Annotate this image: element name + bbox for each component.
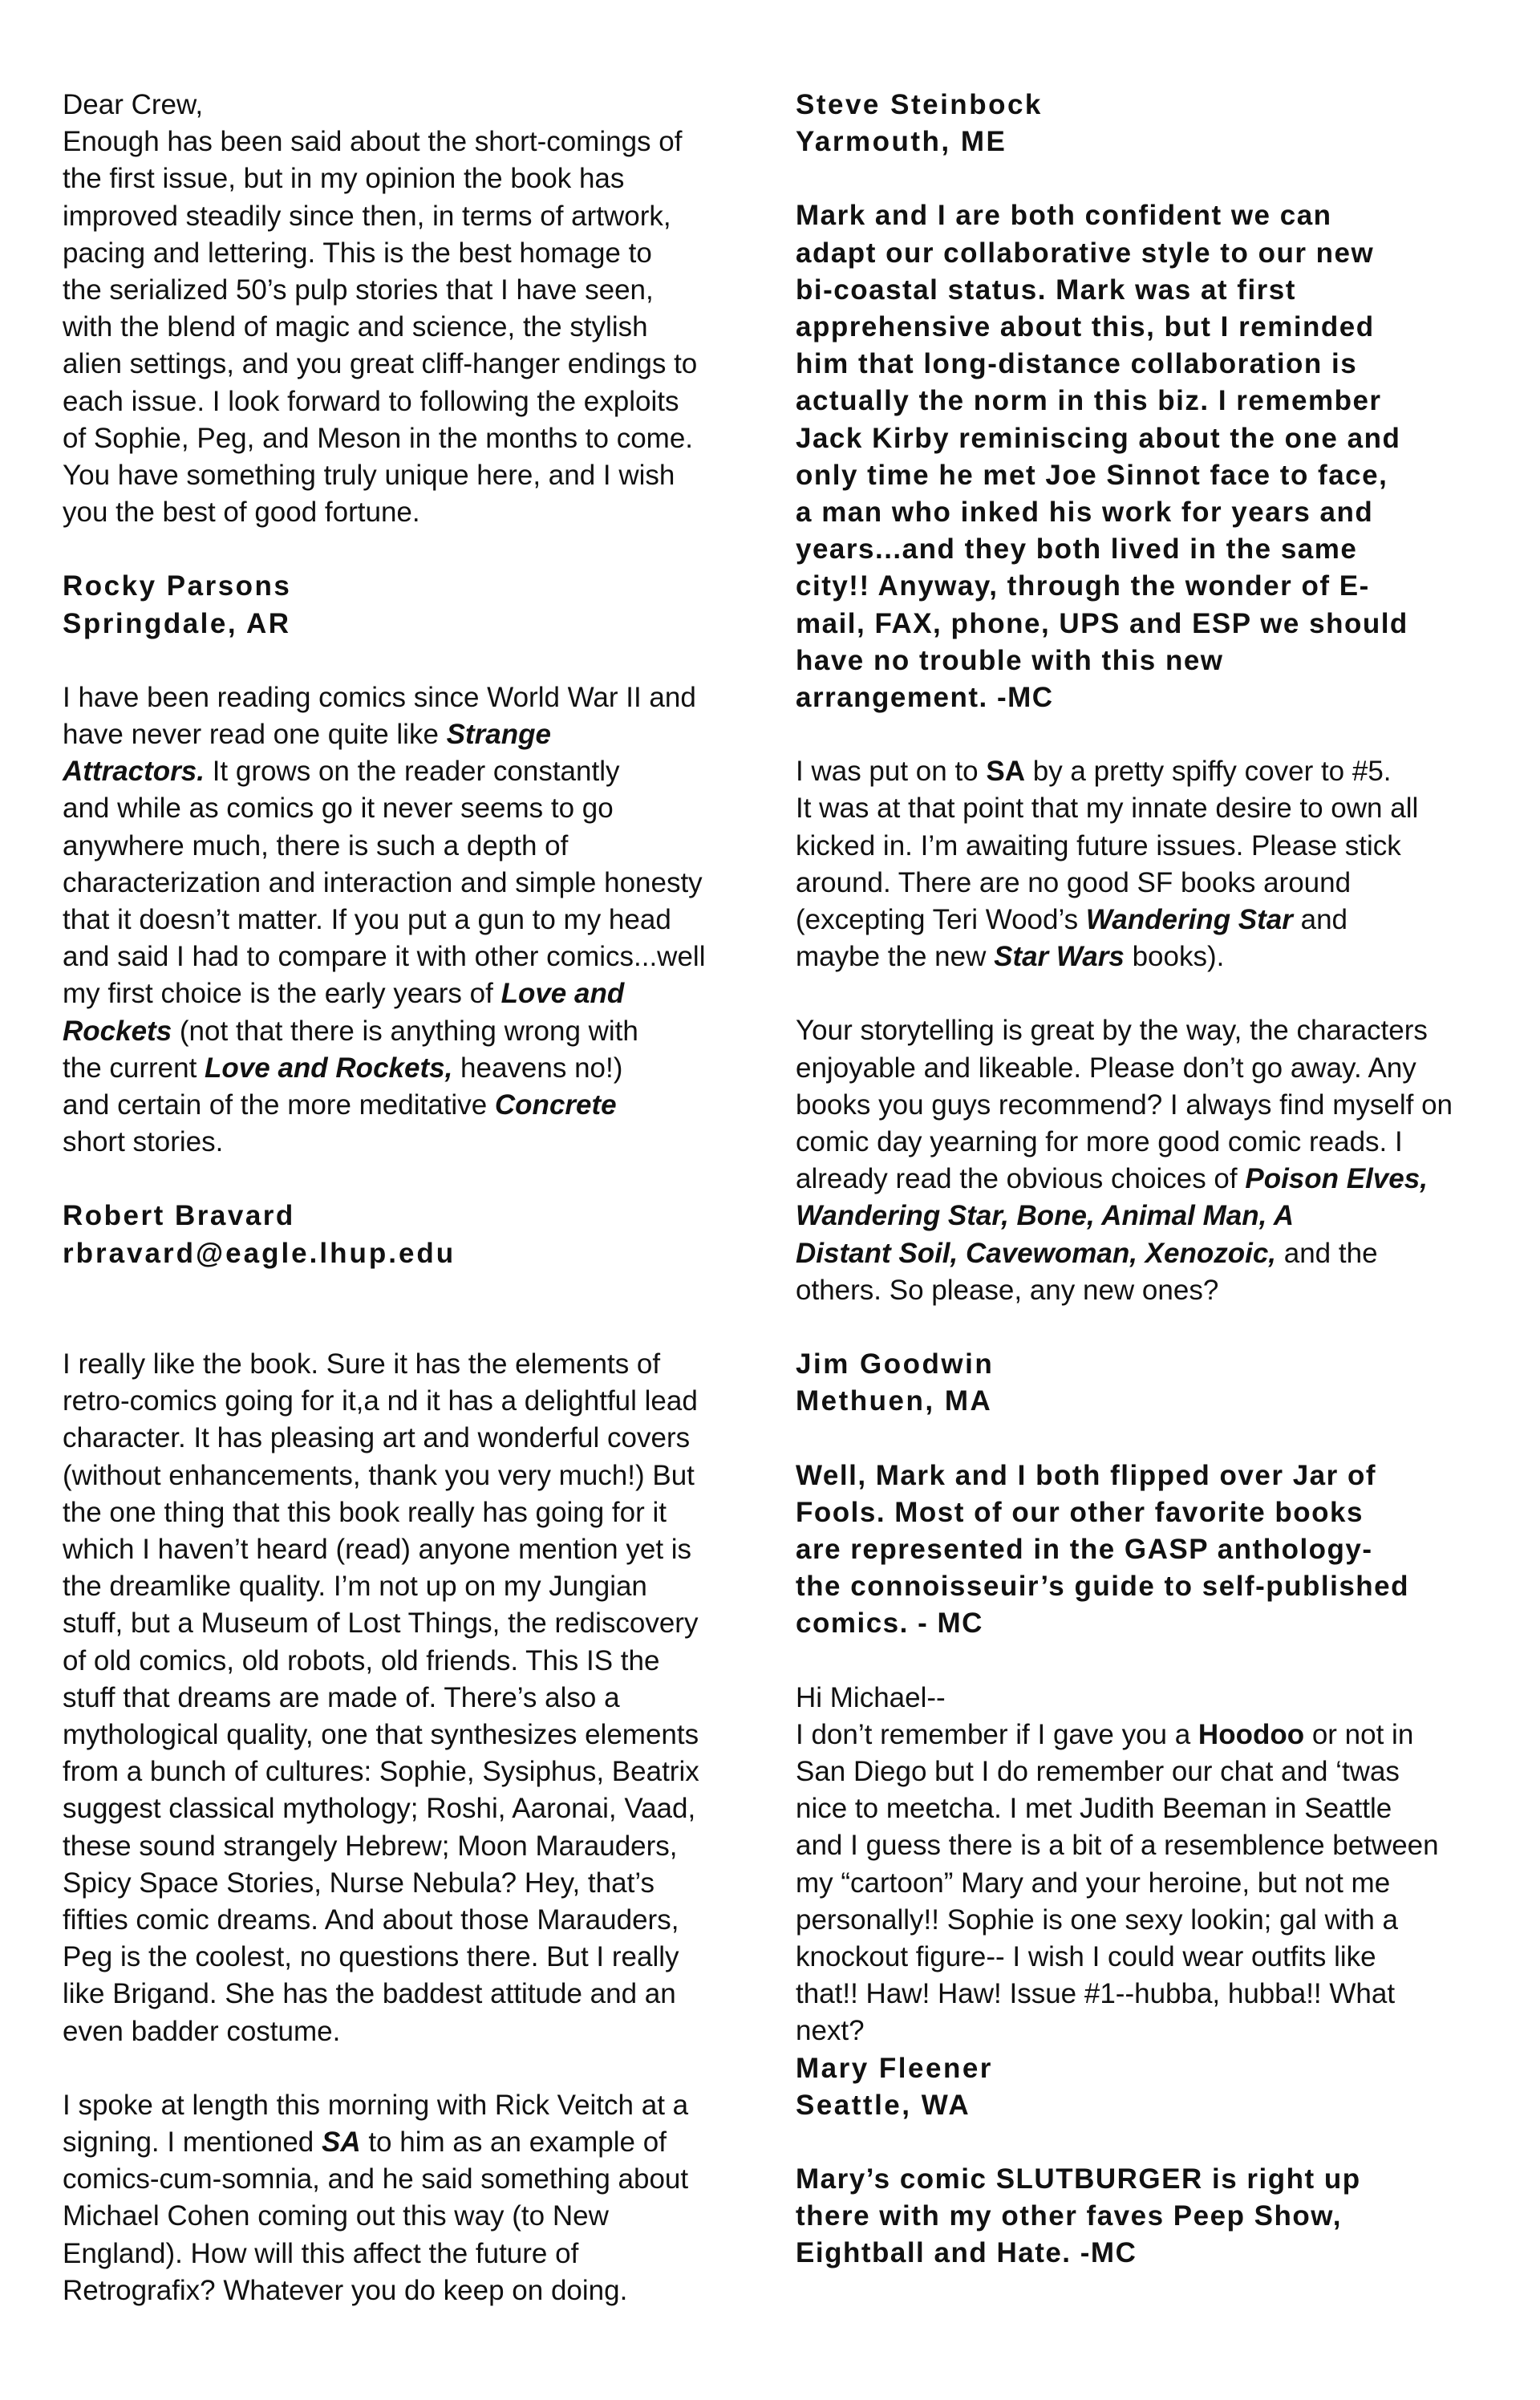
body-line: Peg is the coolest, no questions there. But I really xyxy=(63,1941,679,1973)
reply-line: city!! Anyway, through the wonder of E- xyxy=(796,570,1370,602)
body-line: stuff, but a Museum of Lost Things, the rediscovery xyxy=(63,1607,699,1640)
comic-title: Strange xyxy=(446,719,551,751)
comic-title: Love and xyxy=(500,978,625,1010)
body-line: Your storytelling is great by the way, the characters xyxy=(796,1015,1428,1047)
reply-line: him that long-distance collaboration is xyxy=(796,348,1358,380)
body-line: I have been reading comics since World War II and xyxy=(63,681,696,713)
body-line: I was put on to SA by a pretty spiffy cover to #5. xyxy=(796,756,1392,788)
body-line: pacing and lettering. This is the best homage to xyxy=(63,237,652,269)
reply-line: years...and they both lived in the same xyxy=(796,533,1358,566)
body-line: knockout figure-- I wish I could wear outfits like xyxy=(796,1940,1376,1972)
reply-line: a man who inked his work for years and xyxy=(796,497,1374,529)
body-line: enjoyable and likeable. Please don’t go away. Any xyxy=(796,1052,1416,1084)
body-line: fifties comic dreams. And about those Marauders, xyxy=(63,1903,679,1936)
comic-title: Wandering Star, Bone, Animal Man, A xyxy=(796,1200,1295,1232)
body-line: and I guess there is a bit of a resemblence between xyxy=(796,1830,1439,1862)
body-line: already read the obvious choices of Poison Elves, xyxy=(796,1163,1428,1195)
signature-name: Steve Steinbock xyxy=(796,89,1043,120)
body-line: others. So please, any new ones? xyxy=(796,1274,1219,1306)
comic-title: Love and Rockets, xyxy=(205,1052,453,1084)
comic-title: Rockets xyxy=(63,1015,172,1047)
body-line: like Brigand. She has the baddest attitude and an xyxy=(63,1978,676,2010)
reply-line: bi-coastal status. Mark was at first xyxy=(796,274,1296,306)
body-line: the serialized 50’s pulp stories that I have seen, xyxy=(63,274,654,306)
letter-dreamlike-quality xyxy=(63,1346,768,2309)
letter-robert-bravard xyxy=(63,679,768,1272)
comic-title: Concrete xyxy=(494,1089,617,1121)
body-line: and certain of the more meditative Concrete xyxy=(63,1089,617,1121)
left-column xyxy=(63,87,768,2309)
body-line: It was at that point that my innate desire to own all xyxy=(796,793,1419,825)
signature-name: Robert Bravard xyxy=(63,1200,295,1232)
reply-line: apprehensive about this, but I reminded xyxy=(796,311,1375,343)
reply-line: Eightball and Hate. -MC xyxy=(796,2237,1137,2269)
letter-mary-fleener xyxy=(796,1680,1518,2124)
right-column xyxy=(796,87,1518,2272)
body-line: retro-comics going for it,a nd it has a delightful lead xyxy=(63,1385,698,1417)
body-line: and while as comics go it never seems to go xyxy=(63,793,614,825)
comic-title: Poison Elves, xyxy=(1245,1163,1428,1195)
body-line: books you guys recommend? I always find myself on xyxy=(796,1089,1453,1121)
body-line: the one thing that this book really has going for it xyxy=(63,1496,667,1528)
reply-line: Well, Mark and I both flipped over Jar of xyxy=(796,1459,1377,1491)
signature-name: Jim Goodwin xyxy=(796,1348,995,1380)
body-line: (excepting Teri Wood’s Wandering Star and xyxy=(796,904,1348,936)
body-line: you the best of good fortune. xyxy=(63,497,420,529)
reply-line: adapt our collaborative style to our new xyxy=(796,237,1375,269)
body-line: comics-cum-somnia, and he said something about xyxy=(63,2163,689,2195)
letter-jim-goodwin xyxy=(796,753,1518,1420)
reply-line: only time he met Joe Sinnot face to face, xyxy=(796,459,1388,491)
reply-line: Mark and I are both confident we can xyxy=(796,200,1332,232)
body-line: (without enhancements, thank you very much!) But xyxy=(63,1459,695,1491)
body-line: the dreamlike quality. I’m not up on my Jungian xyxy=(63,1571,647,1603)
body-line: nice to meetcha. I met Judith Beeman in Seattle xyxy=(796,1793,1392,1825)
body-line: alien settings, and you great cliff-hanger endings to xyxy=(63,348,698,380)
reply-line: have no trouble with this new xyxy=(796,644,1224,676)
body-line: San Diego but I do remember our chat and ‘twas xyxy=(796,1755,1400,1787)
body-line: I really like the book. Sure it has the elements of xyxy=(63,1348,661,1380)
signature-location: Springdale, AR xyxy=(63,607,291,639)
body-line: each issue. I look forward to following the exploits xyxy=(63,385,679,417)
body-line: England). How will this affect the future of xyxy=(63,2237,579,2269)
reply-line: mail, FAX, phone, UPS and ESP we should xyxy=(796,607,1408,639)
body-line: Michael Cohen coming out this way (to New xyxy=(63,2200,609,2232)
body-line: improved steadily since then, in terms of artwork, xyxy=(63,200,671,232)
body-line: from a bunch of cultures: Sophie, Sysiphus, Beatrix xyxy=(63,1756,699,1788)
body-line: that!! Haw! Haw! Issue #1--hubba, hubba!! What xyxy=(796,1978,1396,2010)
body-line: with the blend of magic and science, the stylish xyxy=(63,311,648,343)
body-line: Rockets (not that there is anything wrong with xyxy=(63,1015,638,1047)
editor-reply-jar-of-fools xyxy=(796,1457,1518,1643)
body-line: characterization and interaction and simple honesty xyxy=(63,866,703,898)
comic-title: Attractors. xyxy=(63,756,205,788)
body-line: comic day yearning for more good comic reads. I xyxy=(796,1126,1403,1158)
body-line: these sound strangely Hebrew; Moon Marauders, xyxy=(63,1830,678,1862)
body-line: signing. I mentioned SA to him as an example of xyxy=(63,2126,667,2158)
body-line: of old comics, old robots, old friends. This IS the xyxy=(63,1644,660,1676)
reply-line: comics. - MC xyxy=(796,1607,983,1640)
body-line: short stories. xyxy=(63,1126,224,1158)
body-line: and said I had to compare it with other comics...well xyxy=(63,941,706,973)
comic-title: Wandering Star xyxy=(1085,904,1293,936)
body-line: maybe the new Star Wars books). xyxy=(796,941,1225,973)
reply-line: Mary’s comic SLUTBURGER is right up xyxy=(796,2163,1361,2195)
body-line: my “cartoon” Mary and your heroine, but not me xyxy=(796,1867,1391,1899)
body-line: next? xyxy=(796,2015,865,2047)
reply-line: are represented in the GASP anthology- xyxy=(796,1533,1373,1565)
letter-rocky-parsons xyxy=(63,87,768,643)
body-line: kicked in. I’m awaiting future issues. Please stick xyxy=(796,829,1401,861)
signature-name: Rocky Parsons xyxy=(63,570,292,602)
body-line: the current Love and Rockets, heavens no!) xyxy=(63,1052,623,1084)
body-line: suggest classical mythology; Roshi, Aaronai, Vaad, xyxy=(63,1793,696,1825)
body-line: have never read one quite like Strange xyxy=(63,719,551,751)
signature-email: rbravard@eagle.lhup.edu xyxy=(63,1237,456,1269)
comic-title: SA xyxy=(321,2126,361,2158)
signature-location: Yarmouth, ME xyxy=(796,126,1007,158)
comic-title: Distant Soil, Cavewoman, Xenozoic, xyxy=(796,1237,1277,1269)
body-line: even badder costume. xyxy=(63,2015,341,2047)
body-line: Retrografix? Whatever you do keep on doing. xyxy=(63,2274,628,2306)
editor-reply-slutburger xyxy=(796,2161,1518,2272)
body-line: I spoke at length this morning with Rick Veitch at a xyxy=(63,2089,689,2121)
comic-abbrev: SA xyxy=(986,756,1025,788)
reply-line: Fools. Most of our other favorite books xyxy=(796,1496,1364,1528)
body-line: anywhere much, there is such a depth of xyxy=(63,829,569,861)
editor-reply-bicoastal xyxy=(796,197,1518,716)
body-line: Attractors. It grows on the reader constantly xyxy=(63,756,620,788)
signature-location: Methuen, MA xyxy=(796,1385,993,1417)
body-line: stuff that dreams are made of. There’s also a xyxy=(63,1681,620,1713)
body-line: Spicy Space Stories, Nurse Nebula? Hey, that’s xyxy=(63,1867,654,1899)
signature-location: Seattle, WA xyxy=(796,2089,971,2121)
salutation: Hi Michael-- xyxy=(796,1681,946,1713)
body-line xyxy=(796,1198,1518,1234)
body-line: mythological quality, one that synthesizes elements xyxy=(63,1718,699,1750)
body-line: which I haven’t heard (read) anyone mention yet is xyxy=(63,1533,692,1565)
body-line: You have something truly unique here, and I wish xyxy=(63,460,675,492)
salutation: Dear Crew, xyxy=(63,89,204,120)
signature-steve-steinbock xyxy=(796,87,1518,160)
body-line: Distant Soil, Cavewoman, Xenozoic, and the xyxy=(796,1237,1378,1269)
comic-title: Hoodoo xyxy=(1198,1718,1305,1750)
comic-title: Star Wars xyxy=(994,941,1125,973)
body-line: of Sophie, Peg, and Meson in the months to come. xyxy=(63,422,694,454)
body-line: around. There are no good SF books around xyxy=(796,866,1352,898)
body-line: the first issue, but in my opinion the book has xyxy=(63,163,625,195)
body-line: that it doesn’t matter. If you put a gun to my head xyxy=(63,904,671,936)
reply-line: actually the norm in this biz. I remember xyxy=(796,385,1382,417)
reply-line: the connoisseuir’s guide to self-published xyxy=(796,1571,1410,1603)
body-line: character. It has pleasing art and wonderful covers xyxy=(63,1422,691,1454)
reply-line: arrangement. -MC xyxy=(796,682,1054,714)
body-line: I don’t remember if I gave you a Hoodoo or not in xyxy=(796,1718,1414,1750)
body-line: Enough has been said about the short-comings of xyxy=(63,126,683,158)
body-line: personally!! Sophie is one sexy lookin; gal with a xyxy=(796,1903,1398,1936)
reply-line: there with my other faves Peep Show, xyxy=(796,2200,1342,2232)
body-line: my first choice is the early years of Love and xyxy=(63,978,625,1010)
reply-line: Jack Kirby reminiscing about the one and xyxy=(796,422,1401,454)
signature-name: Mary Fleener xyxy=(796,2052,993,2084)
